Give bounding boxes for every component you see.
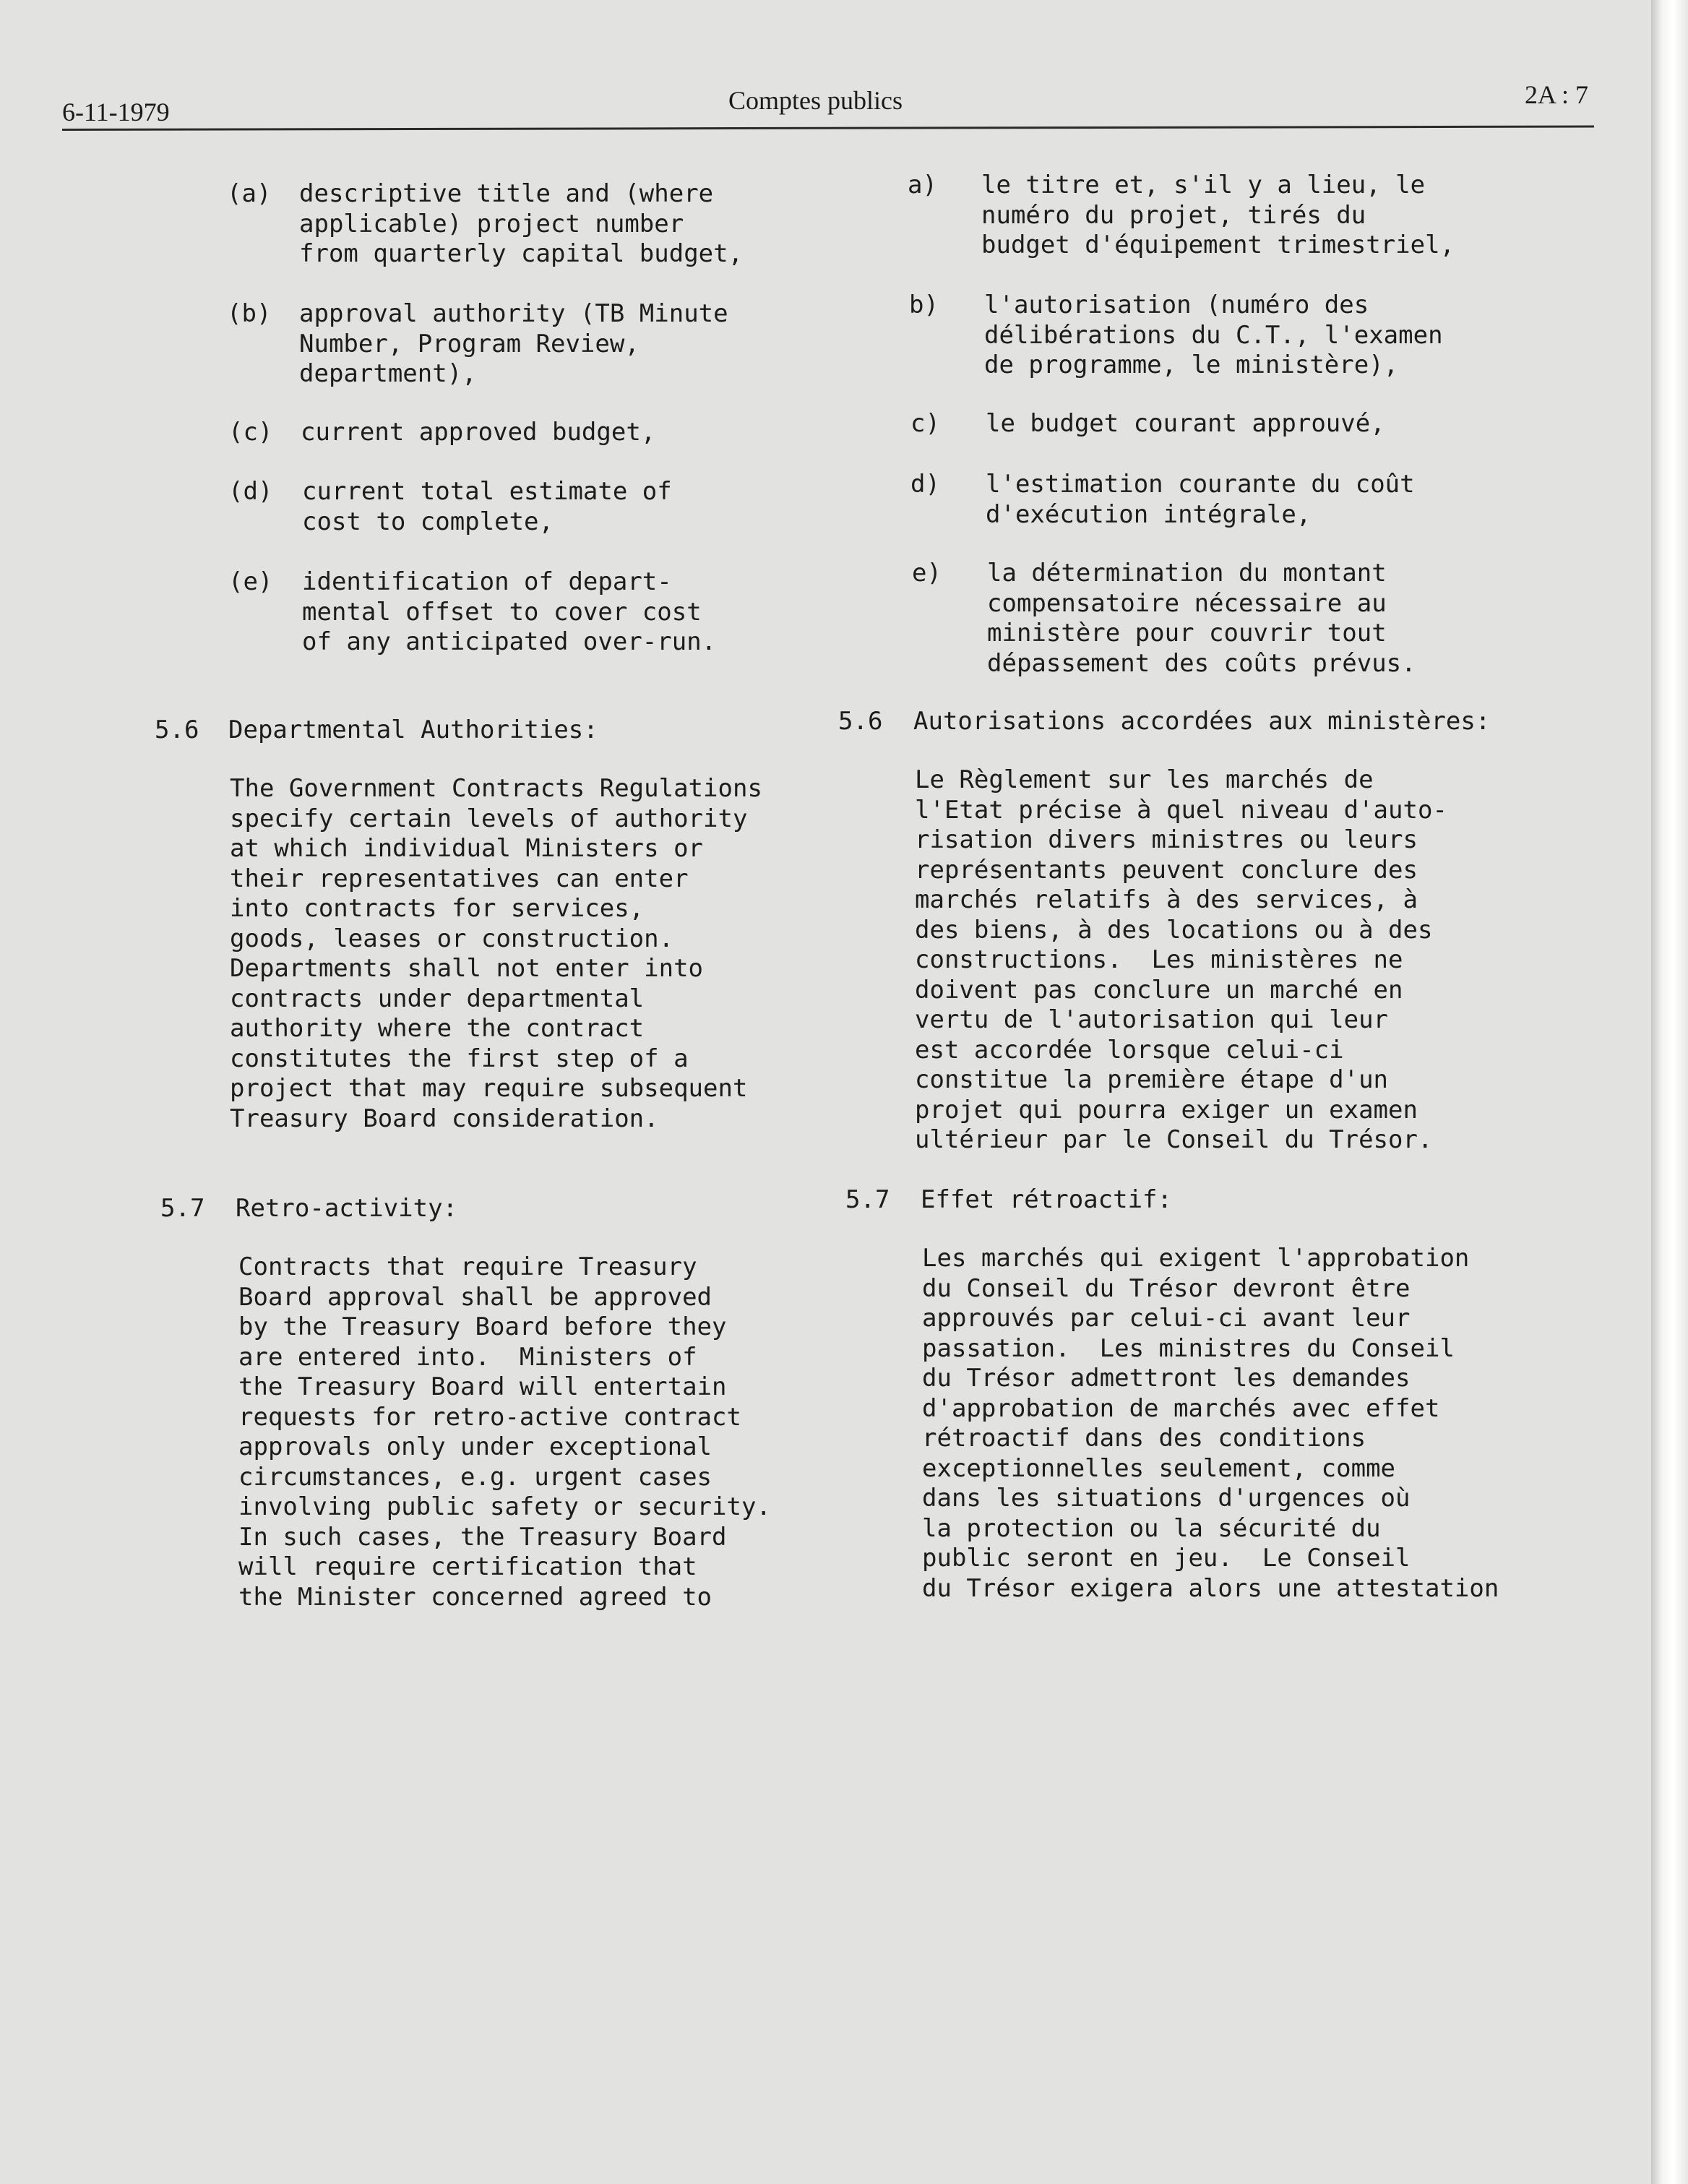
header-page-number: 2A : 7: [1525, 80, 1589, 109]
header-rule: [62, 126, 1594, 131]
en-section-5-6-body: The Government Contracts Regulations specify certain levels of authority at which individual Ministers or their representatives can enter into contracts for services, goods, leases or construction. Departments shall not enter into contracts under departmental authority where the contract constitutes the first step of a project that may require subsequent Treasury Board consideration.: [230, 774, 762, 1133]
en-section-5-6-title: Departmental Authorities:: [228, 715, 598, 744]
en-section-5-7-body: Contracts that require Treasury Board approval shall be approved by the Treasury Board before they are entered into. Ministers of the Treasury Board will entertain requests for retro-active contract approvals only under exceptional circumstances, e.g. urgent cases involving public safety or security. In such cases, the Treasury Board will require certification that the Minister concerned agreed to: [238, 1252, 771, 1612]
en-item-c-text: current approved budget,: [301, 418, 656, 447]
fr-section-5-7-body: Les marchés qui exigent l'approbation du Conseil du Trésor devront être approuvés par celui-ci avant leur passation. Les ministres du Conseil du Trésor admettront les demandes d'approbation de marchés avec effet rétroactif dans des conditions exceptionnelles seulement, comme dans les situations d'urgences où la protection ou la sécurité du public seront en jeu. Le Conseil du Trésor exigera alors une attestation: [922, 1244, 1499, 1603]
en-item-b-text: approval authority (TB Minute Number, Program Review, department),: [299, 299, 728, 388]
en-item-d-text: current total estimate of cost to complete,: [302, 477, 672, 536]
fr-item-d-label: d): [910, 470, 940, 499]
en-item-b-label: (b): [227, 299, 272, 328]
fr-item-c-text: le budget courant approuvé,: [986, 409, 1385, 438]
fr-item-d-text: l'estimation courante du coût d'exécution intégrale,: [986, 470, 1415, 529]
en-item-c-label: (c): [228, 418, 273, 447]
header-title: Comptes publics: [728, 86, 903, 115]
fr-section-5-7-number: 5.7: [845, 1185, 890, 1214]
fr-section-5-7-title: Effet rétroactif:: [921, 1185, 1172, 1214]
en-item-e-label: (e): [228, 567, 273, 596]
fr-item-b-label: b): [909, 291, 939, 319]
en-item-d-label: (d): [228, 477, 273, 506]
en-section-5-7-title: Retro-activity:: [236, 1194, 458, 1223]
fr-item-c-label: c): [910, 409, 940, 438]
header-date: 6-11-1979: [62, 98, 170, 126]
fr-section-5-6-title: Autorisations accordées aux ministères:: [913, 707, 1491, 736]
en-item-a-label: (a): [227, 179, 272, 208]
fr-section-5-6-body: Le Règlement sur les marchés de l'Etat précise à quel niveau d'auto- risation divers ministres ou leurs représentants peuvent conclure des marchés relatifs à des services, à des biens, à des locations ou à des constructions. Les ministères ne doivent pas conclure un marché en vertu de l'autorisation qui leur est accordée lorsque celui-ci constitue la première étape d'un projet qui pourra exiger un examen ultérieur par le Conseil du Trésor.: [915, 765, 1447, 1154]
page-binding-edge: [1651, 0, 1688, 2184]
fr-item-e-label: e): [912, 559, 942, 588]
fr-item-a-label: a): [908, 171, 937, 199]
en-item-a-text: descriptive title and (where applicable) project number from quarterly capital budget,: [299, 179, 744, 268]
fr-section-5-6-number: 5.6: [838, 707, 883, 736]
fr-item-a-text: le titre et, s'il y a lieu, le numéro du projet, tirés du budget d'équipement trimestriel,: [981, 171, 1455, 259]
en-section-5-6-number: 5.6: [155, 715, 199, 744]
fr-item-b-text: l'autorisation (numéro des délibérations du C.T., l'examen de programme, le ministère),: [984, 291, 1443, 379]
en-item-e-text: identification of depart- mental offset to cover cost of any anticipated over-run.: [302, 567, 717, 656]
fr-item-e-text: la détermination du montant compensatoire nécessaire au ministère pour couvrir tout dépassement des coûts prévus.: [987, 559, 1416, 678]
en-section-5-7-number: 5.7: [160, 1194, 205, 1223]
